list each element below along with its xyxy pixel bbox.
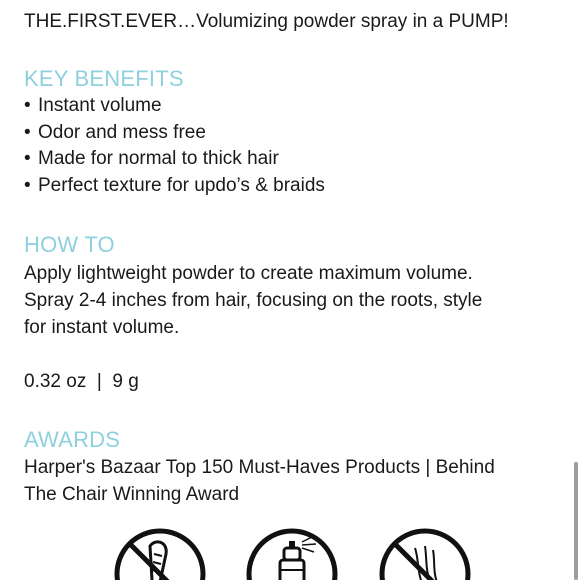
intro-text: THE.FIRST.EVER…Volumizing powder spray in a PUMP! (24, 11, 509, 32)
how-to-text: Apply lightweight powder to create maximum volume. Spray 2-4 inches from hair, focusing on the roots, style for instant volume. (24, 263, 483, 338)
list-item: • Instant volume (24, 95, 162, 116)
awards-heading: AWARDS (24, 427, 121, 452)
list-item: • Perfect texture for updo’s & braids (24, 174, 325, 196)
no-hair-icon (375, 524, 475, 580)
key-benefits-heading: KEY BENEFITS (24, 66, 184, 91)
how-to-heading: HOW TO (24, 232, 115, 257)
awards-text: Harper's Bazaar Top 150 Must-Haves Products | Behind The Chair Winning Award (24, 457, 495, 505)
size-text: 0.32 oz | 9 g (24, 371, 139, 392)
benefits-list (24, 93, 325, 199)
list-item: • Odor and mess free (24, 121, 206, 143)
scrollbar[interactable] (574, 462, 578, 580)
no-brush-icon (110, 524, 210, 580)
list-item: • Made for normal to thick hair (24, 148, 279, 169)
aerosol-spray-icon (242, 524, 342, 580)
